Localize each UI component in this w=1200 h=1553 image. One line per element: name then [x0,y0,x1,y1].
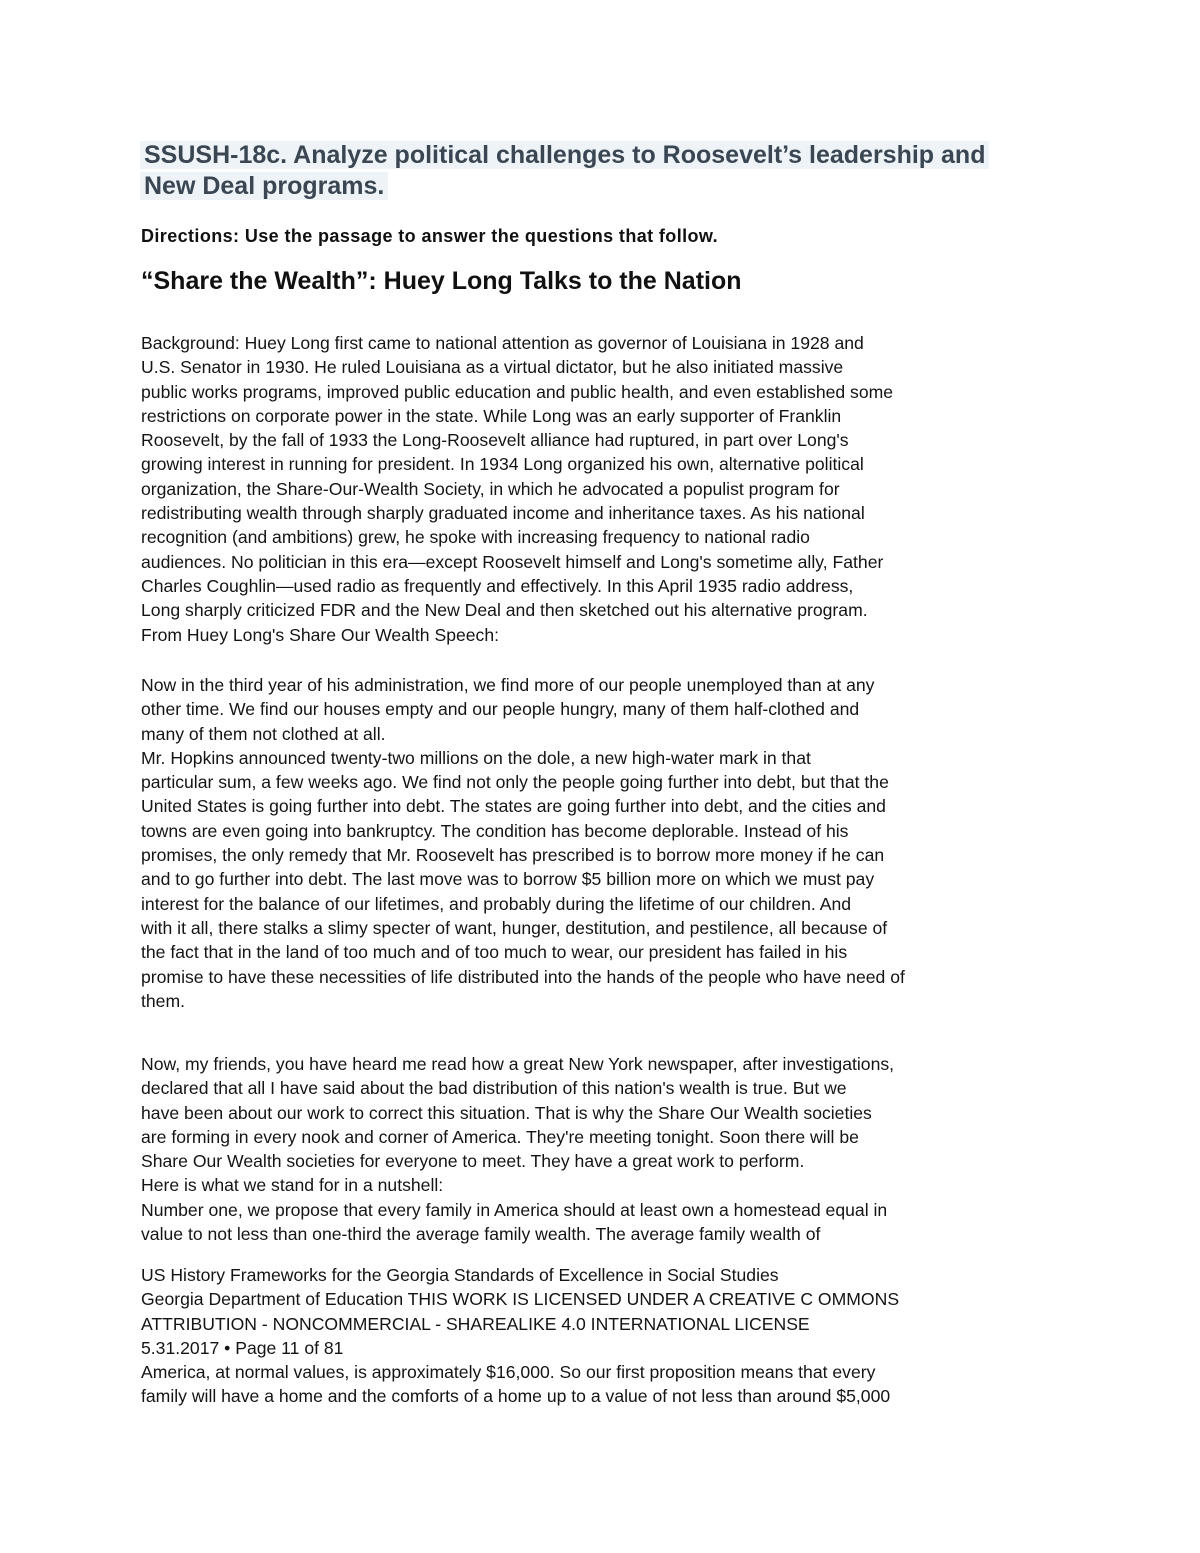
text-line: Here is what we stand for in a nutshell: [141,1175,444,1196]
text-line: many of them not clothed at all. [141,723,386,744]
footer-line: Georgia Department of Education THIS WORK IS LICENSED UNDER A CREATIVE C OMMONS [141,1289,900,1310]
text-line: them. [141,990,186,1011]
speech-paragraph-2 [141,1052,1021,1246]
text-line: family will have a home and the comforts of a home up to a value of not less than around $5,000 [141,1386,891,1407]
text-line: public works programs, improved public education and public health, and even established some [141,381,894,402]
text-line: U.S. Senator in 1930. He ruled Louisiana as a virtual dictator, but he also initiated massive [141,357,844,378]
footer-line: US History Frameworks for the Georgia Standards of Excellence in Social Studies [141,1265,779,1285]
text-line: Mr. Hopkins announced twenty-two millions on the dole, a new high-water mark in that [141,747,811,768]
text-line: value to not less than one-third the average family wealth. The average family wealth of [141,1224,821,1245]
footer-line: ATTRIBUTION - NONCOMMERCIAL - SHAREALIKE 4.0 INTERNATIONAL LICENSE [141,1313,810,1334]
text-line: restrictions on corporate power in the state. While Long was an early supporter of Franklin [141,405,842,426]
directions-text: Directions: Use the passage to answer the questions that follow. [141,226,719,246]
text-line: have been about our work to correct this situation. That is why the Share Our Wealth societies [141,1102,872,1123]
text-line: America, at normal values, is approximately $16,000. So our first proposition means that every [141,1362,876,1383]
text-line: the fact that in the land of too much and of too much to wear, our president has failed in his [141,942,848,963]
text-line: organization, the Share-Our-Wealth Society, in which he advocated a populist program for [141,478,840,499]
page-footer-and-continuation [141,1263,1021,1409]
text-line: Roosevelt, by the fall of 1933 the Long-Roosevelt alliance had ruptured, in part over Long's [141,430,849,451]
text-line: Now in the third year of his administration, we find more of our people unemployed than at any [141,675,875,695]
text-line: recognition (and ambitions) grew, he spoke with increasing frequency to national radio [141,527,810,548]
text-line: declared that all I have said about the bad distribution of this nation's wealth is true. But we [141,1078,847,1099]
standard-heading-line-1: SSUSH-18c. Analyze political challenges to Roosevelt’s leadership and [140,141,989,169]
standard-heading [140,140,1050,202]
text-line: promises, the only remedy that Mr. Roosevelt has prescribed is to borrow more money if he can [141,845,885,866]
text-line: Charles Coughlin—used radio as frequently and effectively. In this April 1935 radio address, [141,575,854,596]
text-line: growing interest in running for president. In 1934 Long organized his own, alternative political [141,454,864,475]
text-line: Long sharply criticized FDR and the New Deal and then sketched out his alternative program. [141,600,868,621]
text-line: particular sum, a few weeks ago. We find not only the people going further into debt, but that the [141,772,889,793]
text-line: Background: Huey Long first came to national attention as governor of Louisiana in 1928 and [141,333,864,353]
text-line: are forming in every nook and corner of America. They're meeting tonight. Soon there will be [141,1126,859,1147]
text-line: United States is going further into debt. The states are going further into debt, and the cities and [141,796,886,817]
text-line: Now, my friends, you have heard me read how a great New York newspaper, after investigations, [141,1054,895,1074]
page-number: 5.31.2017 • Page 11 of 81 [141,1337,344,1358]
text-line: other time. We find our houses empty and our people hungry, many of them half-clothed and [141,699,860,720]
text-line: with it all, there stalks a slimy specter of want, hunger, destitution, and pestilence, all because of [141,917,888,938]
text-line: From Huey Long's Share Our Wealth Speech: [141,624,500,645]
text-line: towns are even going into bankruptcy. The condition has become deplorable. Instead of his [141,820,849,841]
background-paragraph [141,331,1021,647]
passage-title: “Share the Wealth”: Huey Long Talks to the Nation [141,267,742,295]
text-line: audiences. No politician in this era—except Roosevelt himself and Long's sometime ally, Father [141,551,884,572]
speech-paragraph-1 [141,673,1021,1013]
text-line: interest for the balance of our lifetimes, and probably during the lifetime of our children. And [141,893,852,914]
standard-heading-line-2: New Deal programs. [140,172,388,200]
text-line: Share Our Wealth societies for everyone to meet. They have a great work to perform. [141,1151,805,1172]
text-line: Number one, we propose that every family in America should at least own a homestead equal in [141,1199,888,1220]
text-line: promise to have these necessities of life distributed into the hands of the people who have need of [141,966,905,987]
text-line: redistributing wealth through sharply graduated income and inheritance taxes. As his national [141,503,865,524]
text-line: and to go further into debt. The last move was to borrow $5 billion more on which we must pay [141,869,875,890]
